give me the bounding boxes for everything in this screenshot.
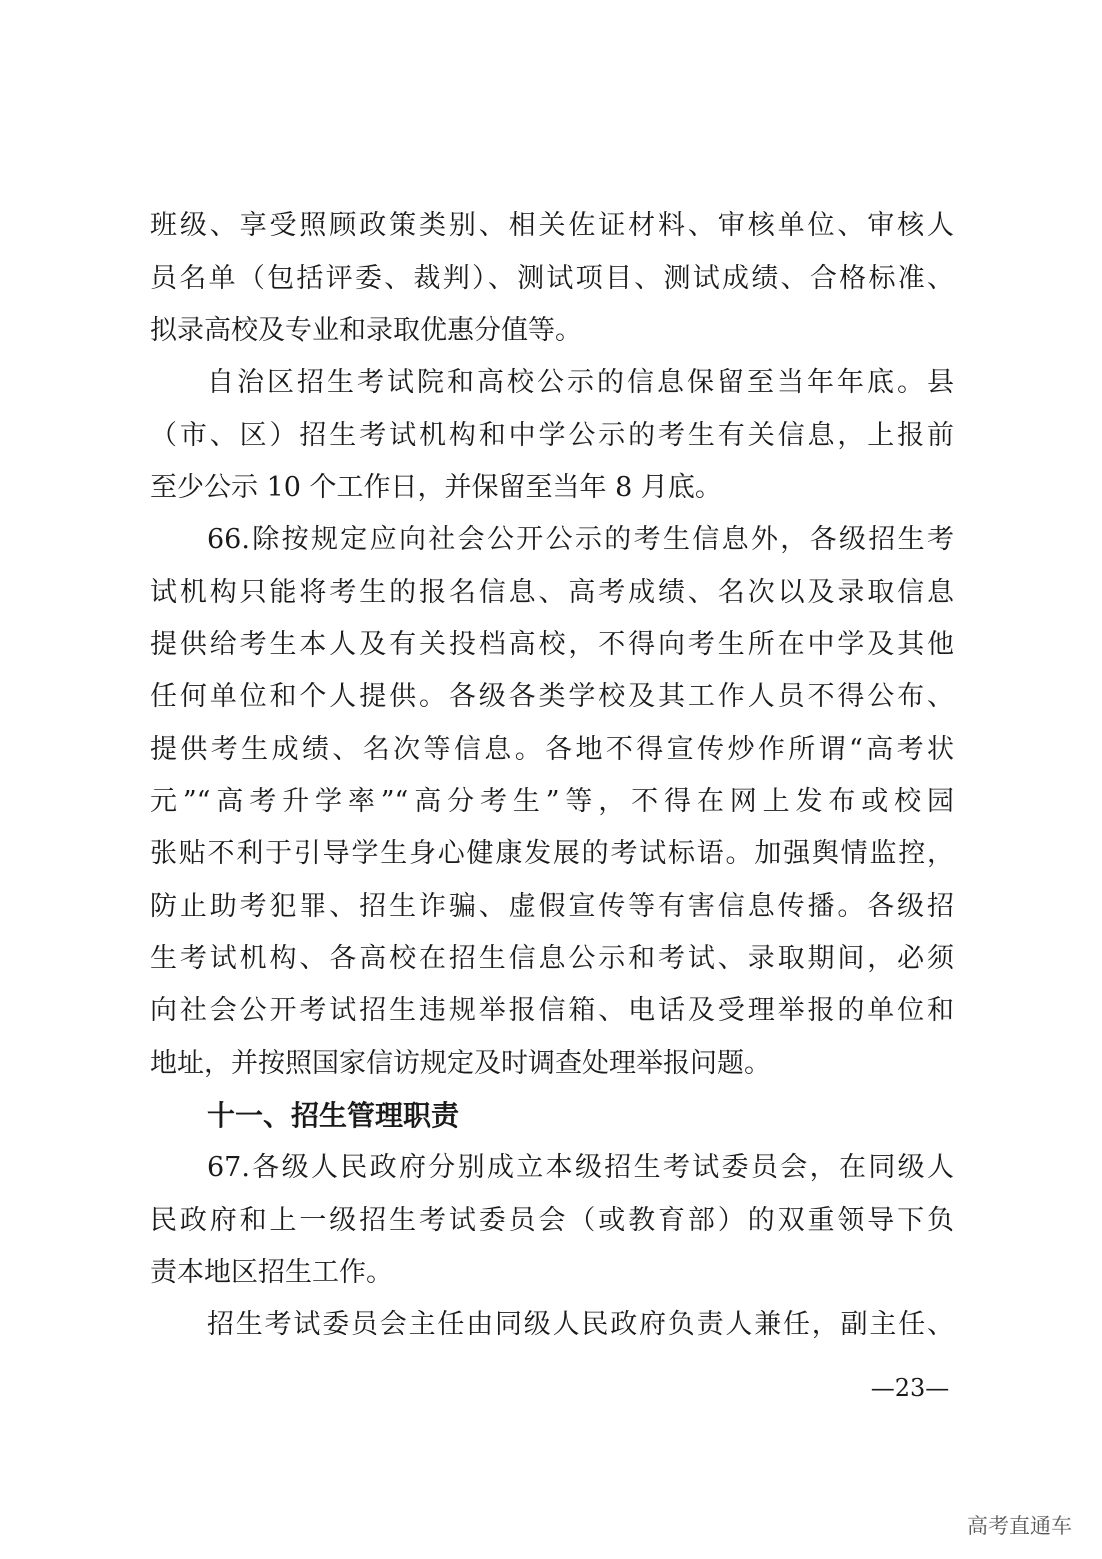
text-line: 向社会公开考试招生违规举报信箱、电话及受理举报的单位和 xyxy=(150,995,954,1026)
text-line: 张贴不利于引导学生身心健康发展的考试标语。加强舆情监控， xyxy=(150,838,954,869)
text-line: 拟录高校及专业和录取优惠分值等。 xyxy=(150,315,582,346)
text-line: 班级、享受照顾政策类别、相关佐证材料、审核单位、审核人 xyxy=(150,210,954,241)
text-line: 民政府和上一级招生考试委员会（或教育部）的双重领导下负 xyxy=(150,1205,954,1236)
text-line: 提供给考生本人及有关投档高校，不得向考生所在中学及其他 xyxy=(150,629,954,660)
text-line: 提供考生成绩、名次等信息。各地不得宣传炒作所谓“高考状 xyxy=(150,734,954,765)
text-line: 招生考试委员会主任由同级人民政府负责人兼任，副主任、 xyxy=(207,1309,954,1340)
text-line: 自治区招生考试院和高校公示的信息保留至当年年底。县 xyxy=(207,367,954,398)
watermark: 高考直通车 xyxy=(967,1514,1072,1538)
text-line: 生考试机构、各高校在招生信息公示和考试、录取期间，必须 xyxy=(150,943,954,974)
text-line: 试机构只能将考生的报名信息、高考成绩、名次以及录取信息 xyxy=(150,577,954,608)
text-line: 地址，并按照国家信访规定及时调查处理举报问题。 xyxy=(150,1048,771,1079)
text-line: 67.各级人民政府分别成立本级招生考试委员会，在同级人 xyxy=(207,1152,954,1183)
page-number: —23— xyxy=(870,1374,950,1402)
text-line: 66.除按规定应向社会公开公示的考生信息外，各级招生考 xyxy=(207,524,954,555)
text-line: 至少公示 10 个工作日，并保留至当年 8 月底。 xyxy=(150,472,722,503)
text-line: （市、区）招生考试机构和中学公示的考生有关信息，上报前 xyxy=(150,420,954,451)
text-line: 责本地区招生工作。 xyxy=(150,1257,393,1288)
section-heading: 十一、招生管理职责 xyxy=(207,1099,460,1132)
text-line: 元”“高考升学率”“高分考生”等，不得在网上发布或校园 xyxy=(150,786,954,817)
text-line: 员名单（包括评委、裁判）、测试项目、测试成绩、合格标准、 xyxy=(150,263,954,294)
text-line: 任何单位和个人提供。各级各类学校及其工作人员不得公布、 xyxy=(150,681,954,712)
text-line: 防止助考犯罪、招生诈骗、虚假宣传等有害信息传播。各级招 xyxy=(150,891,954,922)
